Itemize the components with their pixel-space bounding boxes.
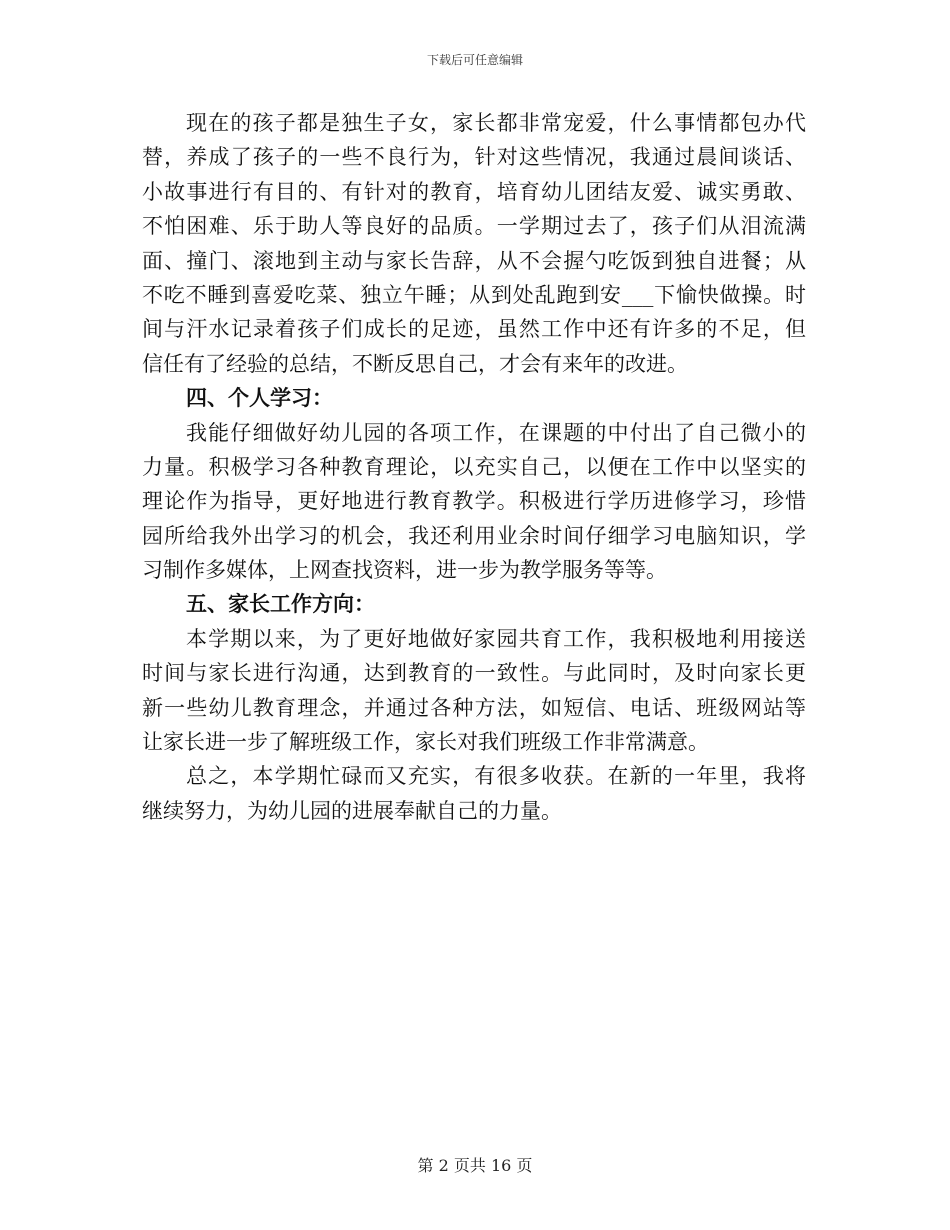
page-header: 下载后可任意编辑 (426, 53, 523, 67)
paragraph-line: 园所给我外出学习的机会，我还利用业余时间仔细学习电脑知识，学 (142, 523, 806, 548)
paragraph-line: 不吃不睡到喜爱吃菜、独立午睡；从到处乱跑到安___下愉快做操。时 (142, 282, 806, 307)
paragraph-line: 本学期以来，为了更好地做好家园共育工作，我积极地利用接送 (186, 626, 806, 651)
paragraph-line: 习制作多媒体，上网查找资料，进一步为教学服务等等。 (142, 558, 667, 583)
paragraph-line: 理论作为指导，更好地进行教育教学。积极进行学历进修学习，珍惜 (142, 489, 806, 514)
page-number: 第 2 页共 16 页 (417, 1156, 533, 1175)
paragraph-line: 总之，本学期忙碌而又充实，有很多收获。在新的一年里，我将 (186, 764, 806, 789)
paragraph-line: 面、撞门、滚地到主动与家长告辞，从不会握勺吃饭到独自进餐；从 (142, 248, 806, 273)
paragraph-line: 现在的孩子都是独生子女，家长都非常宠爱，什么事情都包办代 (186, 111, 806, 135)
paragraph-line: 信任有了经验的总结，不断反思自己，才会有来年的改进。 (142, 351, 688, 376)
paragraph-line: 替，养成了孩子的一些不良行为，针对这些情况，我通过晨间谈话、 (142, 145, 806, 170)
paragraph-line: 间与汗水记录着孩子们成长的足迹，虽然工作中还有许多的不足，但 (142, 317, 806, 342)
document-body (142, 106, 806, 828)
paragraph-line: 让家长进一步了解班级工作，家长对我们班级工作非常满意。 (142, 730, 709, 755)
paragraph-line: 时间与家长进行沟通，达到教育的一致性。与此同时，及时向家长更 (142, 661, 806, 686)
section-heading-parent-work: 五、家长工作方向： (186, 591, 375, 617)
paragraph-line: 继续努力，为幼儿园的进展奉献自己的力量。 (142, 798, 562, 823)
paragraph-line: 我能仔细做好幼儿园的各项工作，在课题的中付出了自己微小的 (186, 420, 806, 445)
section-heading-personal-study: 四、个人学习： (186, 385, 333, 411)
paragraph-line: 小故事进行有目的、有针对的教育，培育幼儿团结友爱、诚实勇敢、 (142, 179, 806, 204)
paragraph-line: 不怕困难、乐于助人等良好的品质。一学期过去了，孩子们从泪流满 (142, 214, 806, 239)
paragraph-line: 力量。积极学习各种教育理论，以充实自己，以便在工作中以坚实的 (142, 454, 806, 479)
paragraph-line: 新一些幼儿教育理念，并通过各种方法，如短信、电话、班级网站等 (142, 695, 806, 720)
